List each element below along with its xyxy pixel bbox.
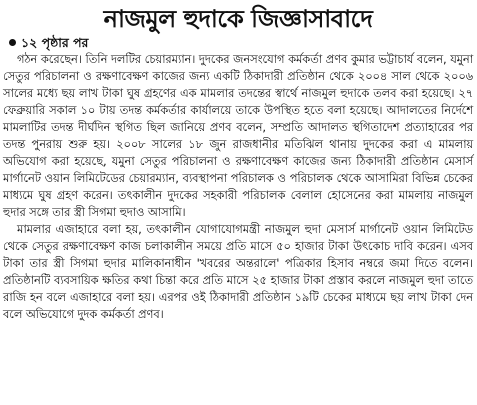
continuation-line — [9, 35, 473, 51]
article-paragraph-1: গঠন করেছেন। তিনি দলটির চেয়ারম্যান। দুদকের জনসংযোগ কর্মকর্তা প্রণব কুমার ভট্টাচার্য বলেন, যমুনা সেতুর পরিচালনা ও রক্ষণাবেক্ষণ কাজের জন্য একটি ঠিকাদারী প্রতিষ্ঠান থেকে ২০০৪ সাল থেকে ২০০৬ সালের মধ্যে ছয় লাখ টাকা ঘুষ গ্রহণের এক মামলার তদন্তের স্বার্থে নাজমুল হুদাকে তলব করা হয়েছে। ২৭ ফেব্রুয়ারি সকাল ১০ টায় তদন্ত কর্মকর্তার কার্যালয়ে তাকে উপস্থিত হতে বলা হয়েছে। আদালতের নির্দেশে মামলাটির তদন্ত দীর্ঘদিন স্থগিত ছিল জানিয়ে প্রণব বলেন, সম্প্রতি আদালত স্থগিতাদেশ প্রত্যাহারের পর তদন্ত পুনরায় শুরু হয়। ২০০৮ সালের ১৮ জুন রাজধানীর মতিঝিল থানায় দুদকের করা এ মামলায় অভিযোগ করা হয়েছে, যমুনা সেতুর পরিচালনা ও রক্ষণাবেক্ষণ কাজের জন্য ঠিকাদারী প্রতিষ্ঠান মেসার্স মার্গানেট ওয়ান লিমিটেডের চেয়ারম্যান, ব্যবস্থাপনা পরিচালক ও পরিচালক থেকে আসামিরা বিভিন্ন চেকের মাধ্যমে ঘুষ গ্রহণ করেন। তৎকালীন দুদকের সহকারী পরিচালক বেলাল হোসেনের করা মামলায় নাজমুল হুদার সঙ্গে তার স্ত্রী সিগমা হুদাও আসামি। — [3, 52, 473, 219]
article-paragraph-2: মামলার এজাহারে বলা হয়, তৎকালীন যোগাযোগমন্ত্রী নাজমুল হুদা মেসার্স মার্গানেট ওয়ান লিমিটেড থেকে সেতুর রক্ষণাবেক্ষণ কাজ চলাকালীন সময়ে প্রতি মাসে ৫০ হাজার টাকা উৎকোচ দাবি করেন। এসব টাকা তার স্ত্রী সিগমা হুদার মালিকানাধীন 'খবরের অন্তরালে' পত্রিকার হিসাব নম্বরে জমা দিতে বলেন। প্রতিষ্ঠানটি ব্যবসায়িক ক্ষতির কথা চিন্তা করে প্রতি মাসে ২৫ হাজার টাকা প্রস্তাব করলে নাজমুল হুদা তাতে রাজি হন বলে এজাহারে বলা হয়। এরপর ওই ঠিকাদারী প্রতিষ্ঠান ১৯টি চেকের মাধ্যমে ছয় লাখ টাকা দেন বলে অভিযোগে দুদক কর্মকর্তা প্রণব। — [3, 222, 473, 321]
bullet-icon — [9, 39, 16, 46]
continuation-label: ১২ পৃষ্ঠার পর — [21, 35, 89, 50]
headline: নাজমুল হুদাকে জিজ্ঞাসাবাদে — [103, 5, 373, 33]
